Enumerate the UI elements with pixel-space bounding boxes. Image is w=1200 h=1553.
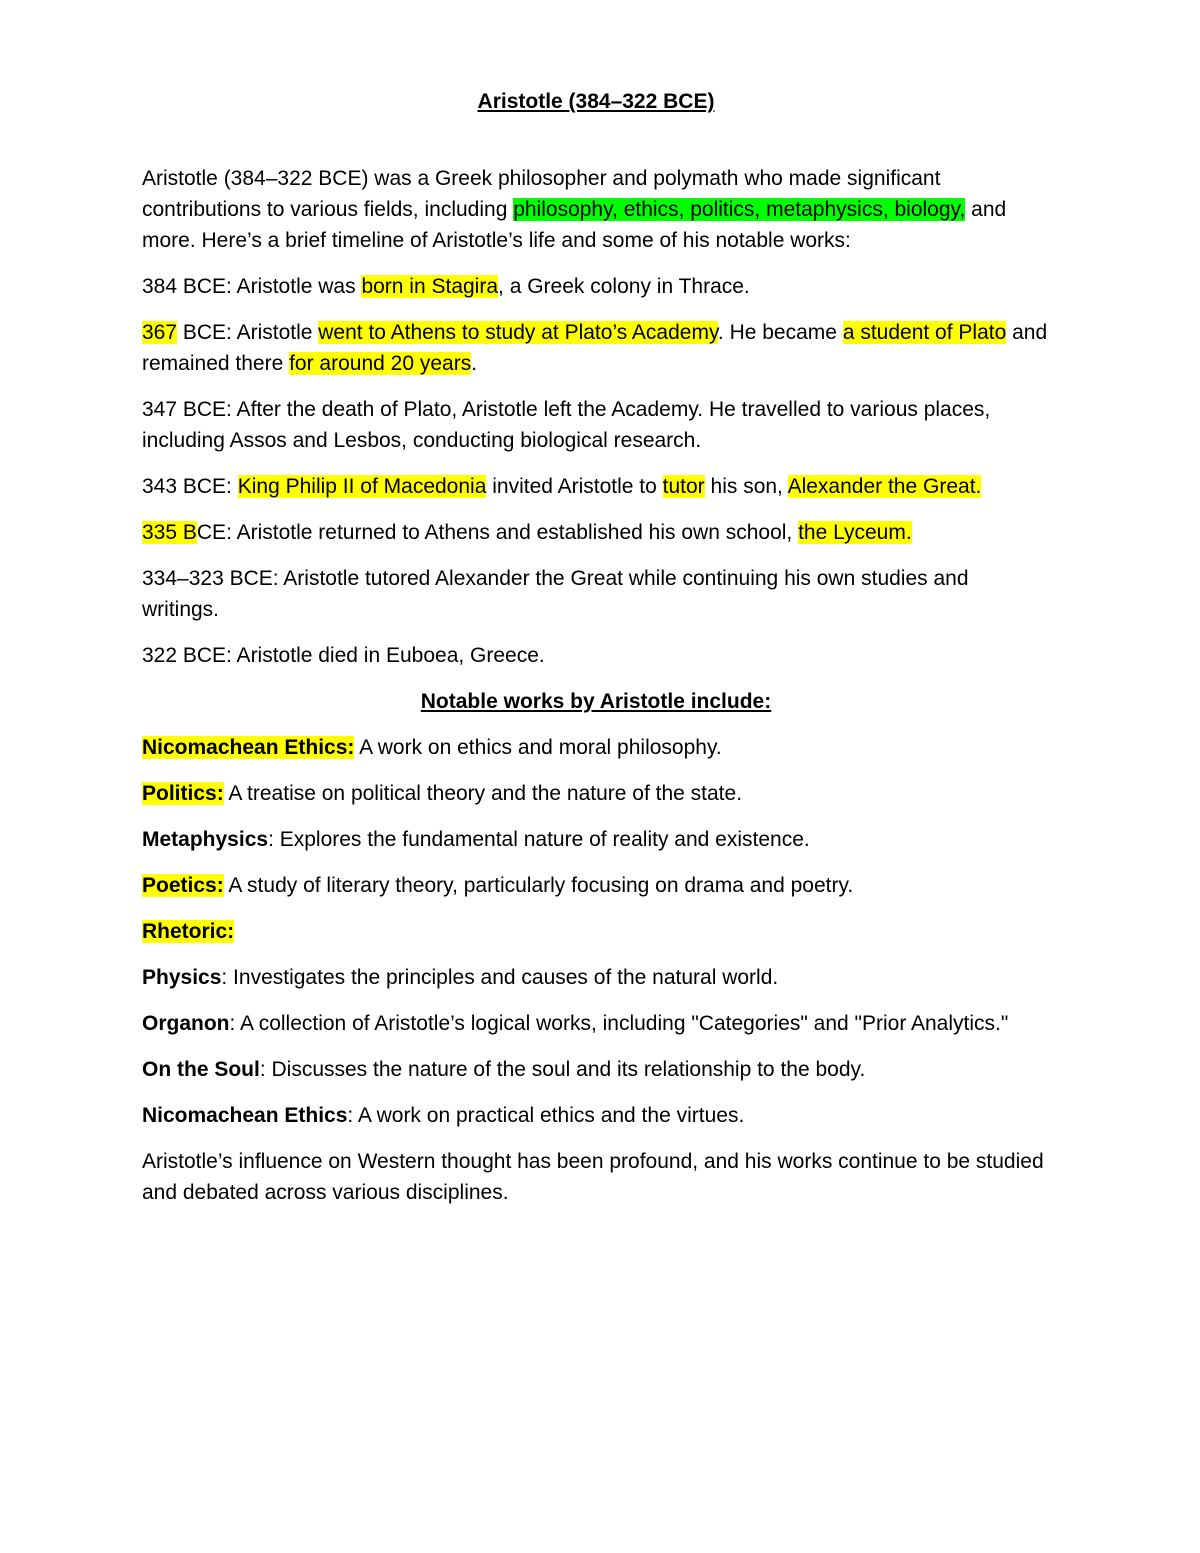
work-name: Physics: [142, 966, 222, 989]
work-name: Nicomachean Ethics: [142, 1104, 348, 1127]
work-description: A work on ethics and moral philosophy.: [354, 736, 722, 759]
timeline-347: 347 BCE: After the death of Plato, Aristotle left the Academy. He travelled to various places, including Assos and Lesbos, conducting biological research.: [142, 398, 991, 452]
work-name: On the Soul: [142, 1058, 260, 1081]
work-description: : Discusses the nature of the soul and its relationship to the body.: [259, 1058, 866, 1081]
work-name: Poetics:: [142, 874, 224, 897]
highlight-lyceum: the Lyceum.: [798, 521, 912, 544]
works-heading: Notable works by Aristotle include:: [420, 690, 772, 713]
timeline-322: 322 BCE: Aristotle died in Euboea, Greece.: [142, 644, 545, 667]
work-description: A study of literary theory, particularly focusing on drama and poetry.: [223, 874, 854, 897]
work-nicomachean-ethics: [142, 732, 1050, 763]
timeline-384-text-end: , a Greek colony in Thrace.: [498, 275, 750, 298]
highlight-born-stagira: born in Stagira: [361, 275, 499, 298]
work-description: : A work on practical ethics and the virtues.: [347, 1104, 745, 1127]
work-description: A treatise on political theory and the nature of the state.: [223, 782, 743, 805]
highlight-king-philip: King Philip II of Macedonia: [237, 475, 487, 498]
timeline-343-text: 343 BCE:: [142, 475, 238, 498]
timeline-367-text-2: . He became: [717, 321, 843, 344]
timeline-343-text-3: his son,: [704, 475, 788, 498]
conclusion-paragraph: Aristotle’s influence on Western thought has been profound, and his works continue to be studied and debated across various disciplines.: [142, 1150, 1044, 1204]
timeline-334: 334–323 BCE: Aristotle tutored Alexander the Great while continuing his own studies and writings.: [142, 567, 969, 621]
timeline-367-text: BCE: Aristotle: [177, 321, 319, 344]
work-organon: [142, 1008, 1050, 1039]
work-name: Rhetoric:: [142, 920, 235, 943]
work-nicomachean-ethics-2: [142, 1100, 1050, 1131]
work-rhetoric: [142, 916, 1050, 947]
work-poetics: [142, 870, 1050, 901]
work-metaphysics: [142, 824, 1050, 855]
intro-paragraph: [142, 163, 1050, 256]
work-name: Nicomachean Ethics:: [142, 736, 355, 759]
timeline-384-text: 384 BCE: Aristotle was: [142, 275, 362, 298]
timeline-343-text-2: invited Aristotle to: [486, 475, 663, 498]
work-on-the-soul: [142, 1054, 1050, 1085]
work-name: Organon: [142, 1012, 230, 1035]
work-name: Politics:: [142, 782, 224, 805]
timeline-335: [142, 517, 1050, 548]
highlight-20-years: for around 20 years: [289, 352, 472, 375]
work-description: : Investigates the principles and causes of the natural world.: [221, 966, 779, 989]
work-politics: [142, 778, 1050, 809]
work-physics: [142, 962, 1050, 993]
timeline-335-text: CE: Aristotle returned to Athens and established his own school,: [196, 521, 799, 544]
page-title: Aristotle (384–322 BCE): [477, 90, 715, 113]
highlight-year-367: 367: [142, 321, 178, 344]
timeline-367-text-3: and remained there: [142, 321, 1048, 375]
highlight-alexander: Alexander the Great.: [787, 475, 982, 498]
highlight-student-plato: a student of Plato: [842, 321, 1007, 344]
work-description: : Explores the fundamental nature of reality and existence.: [268, 828, 810, 851]
work-name: Metaphysics: [142, 828, 269, 851]
fields-highlight: philosophy, ethics, politics, metaphysics, biology,: [513, 198, 966, 221]
timeline-367-text-4: .: [471, 352, 478, 375]
intro-text-1: Aristotle (384–322 BCE) was a Greek philosopher and polymath who made significant contributions to various fields, including: [142, 167, 941, 221]
highlight-tutor: tutor: [662, 475, 705, 498]
timeline-343: [142, 471, 1050, 502]
highlight-went-athens: went to Athens to study at Plato’s Academy: [318, 321, 718, 344]
timeline-384: [142, 271, 1050, 302]
work-description: : A collection of Aristotle’s logical works, including "Categories" and "Prior Analytics.": [229, 1012, 1009, 1035]
intro-text-2: and more. Here’s a brief timeline of Aristotle’s life and some of his notable works:: [142, 198, 1007, 252]
timeline-367: [142, 317, 1050, 379]
highlight-year-335: 335 B: [142, 521, 197, 544]
